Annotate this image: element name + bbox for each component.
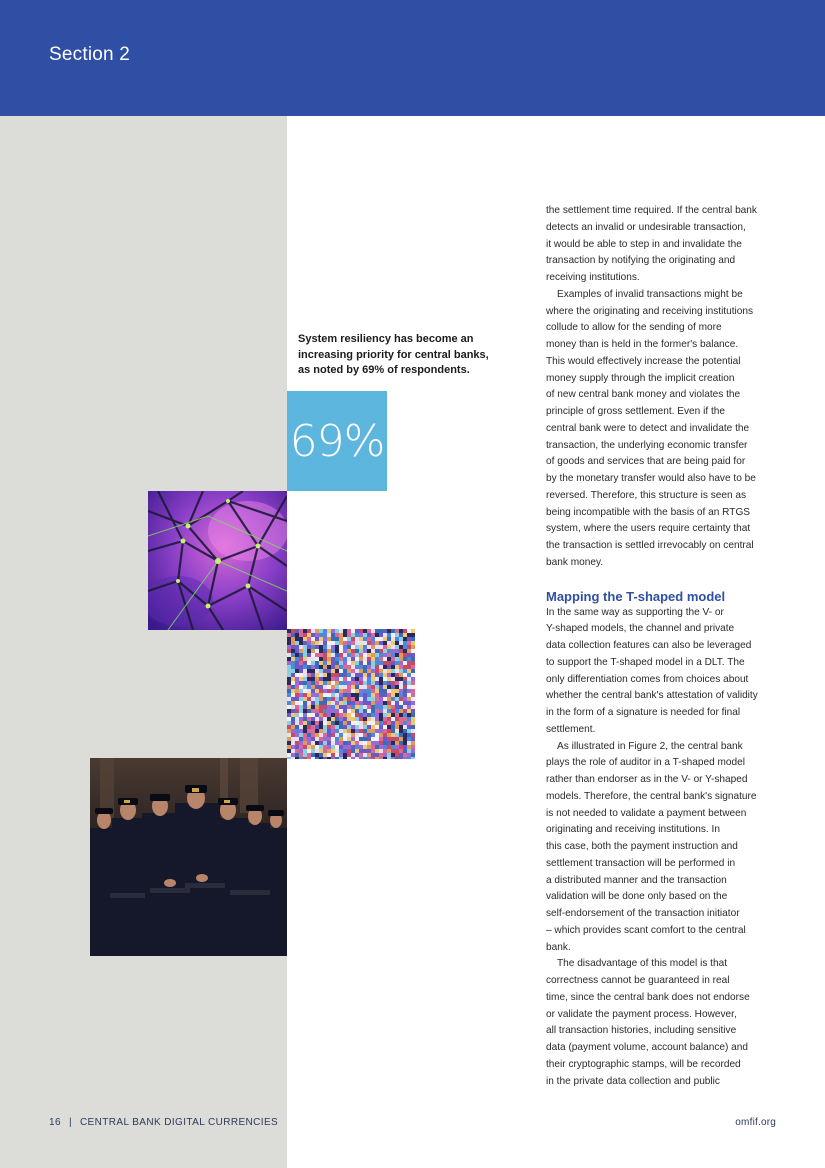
text-line: of goods and services that are being paid for	[546, 456, 746, 468]
text-line: collude to allow for the sending of more	[546, 322, 722, 334]
paragraph-1	[546, 203, 778, 287]
text-line: whether the central bank's attestation of validity	[546, 690, 758, 702]
text-line: their cryptographic stamps, will be recorded	[546, 1058, 741, 1070]
police-officers-image	[90, 758, 287, 956]
text-line: principle of gross settlement. Even if the	[546, 406, 725, 417]
text-line: bank.	[546, 941, 571, 953]
text-line: The disadvantage of this model is that	[557, 958, 728, 970]
pull-quote-line: increasing priority for central banks,	[298, 348, 489, 361]
text-line: money supply through the implicit creation	[546, 372, 735, 384]
text-line: a distributed manner and the transaction	[546, 874, 727, 886]
text-line: data (payment volume, account balance) and	[546, 1042, 748, 1053]
text-line: system, where the users require certainty that	[546, 523, 751, 535]
text-line: Examples of invalid transactions might be	[557, 288, 743, 300]
paragraph-5	[546, 956, 778, 1090]
paragraph-4	[546, 739, 778, 957]
text-line: transaction by notifying the originating and	[546, 255, 736, 267]
footer-website-link[interactable]: omfif.org	[735, 1117, 776, 1128]
colorful-pixel-image	[287, 629, 415, 759]
statistic-value: 69%	[289, 415, 385, 467]
page-number: 16	[49, 1117, 61, 1128]
text-line: This would effectively increase the potential	[546, 355, 741, 367]
text-line: the transaction is settled irrevocably on central	[546, 540, 754, 551]
text-line: As illustrated in Figure 2, the central bank	[557, 740, 743, 752]
text-line: is not needed to validate a payment between	[546, 807, 747, 819]
text-line: in the private data collection and public	[546, 1075, 720, 1087]
text-line: to support the T-shaped model in a DLT. The	[546, 656, 745, 668]
text-line: rather than endorser as in the V- or Y-shaped	[546, 774, 748, 785]
text-line: being incompatible with the basis of an RTGS	[546, 506, 751, 518]
text-line: this case, both the payment instruction and	[546, 841, 738, 852]
text-line: only differentiation comes from choices about	[546, 673, 749, 685]
text-line: – which provides scant comfort to the central	[546, 924, 746, 936]
text-line: self-endorsement of the transaction initiator	[546, 908, 740, 919]
footer-separator: |	[68, 1117, 72, 1128]
text-line: it would be able to step in and invalidate the	[546, 238, 742, 250]
text-line: plays the role of auditor in a T-shaped model	[546, 757, 746, 769]
paragraph-3	[546, 605, 778, 739]
network-mesh-image	[148, 491, 287, 630]
text-line: where the originating and receiving institutions	[546, 305, 754, 317]
text-line: money than is held in the former's balance.	[546, 339, 739, 350]
text-line: data collection features can also be leveraged	[546, 640, 752, 651]
text-line: all transaction histories, including sensitive	[546, 1025, 737, 1037]
publication-title: CENTRAL BANK DIGITAL CURRENCIES	[79, 1117, 279, 1128]
text-line: of new central bank money and violates the	[546, 389, 741, 401]
text-line: correctness cannot be guaranteed in real	[546, 975, 730, 986]
text-line: transaction, the underlying economic transfer	[546, 439, 748, 451]
body-text-column	[546, 203, 778, 1090]
text-line: time, since the central bank does not endorse	[546, 991, 750, 1003]
paragraph-2	[546, 287, 778, 572]
text-line: In the same way as supporting the V- or	[546, 606, 724, 618]
subheading: Mapping the T-shaped model	[546, 588, 726, 604]
section-title: Section 2	[49, 44, 131, 65]
text-line: settlement.	[546, 723, 596, 735]
text-line: the settlement time required. If the central bank	[546, 205, 757, 216]
text-line: bank money.	[546, 556, 604, 568]
text-line: reversed. Therefore, this structure is seen as	[546, 489, 747, 501]
text-line: validation will be done only based on the	[546, 891, 728, 903]
statistic-box	[287, 391, 387, 491]
text-line: central bank were to detect and invalidate the	[546, 422, 750, 434]
text-line: receiving institutions.	[546, 272, 640, 283]
left-grey-panel	[0, 116, 287, 1168]
text-line: or validate the payment process. However,	[546, 1008, 737, 1020]
text-line: originating and receiving institutions. In	[546, 824, 720, 836]
pull-quote-line: System resiliency has become an	[298, 333, 474, 345]
footer-publication	[49, 1117, 278, 1128]
text-line: detects an invalid or undesirable transaction,	[546, 221, 746, 233]
text-line: in the form of a signature is needed for final	[546, 707, 741, 718]
pull-quote-line: as noted by 69% of respondents.	[298, 364, 470, 376]
pull-quote	[298, 332, 498, 379]
section-header-bar	[0, 0, 825, 116]
text-line: Y-shaped models, the channel and private	[546, 623, 735, 635]
text-line: settlement transaction will be performed in	[546, 857, 736, 869]
text-line: models. Therefore, the central bank's signature	[546, 790, 757, 802]
text-line: by the monetary transfer would also have to be	[546, 473, 756, 484]
